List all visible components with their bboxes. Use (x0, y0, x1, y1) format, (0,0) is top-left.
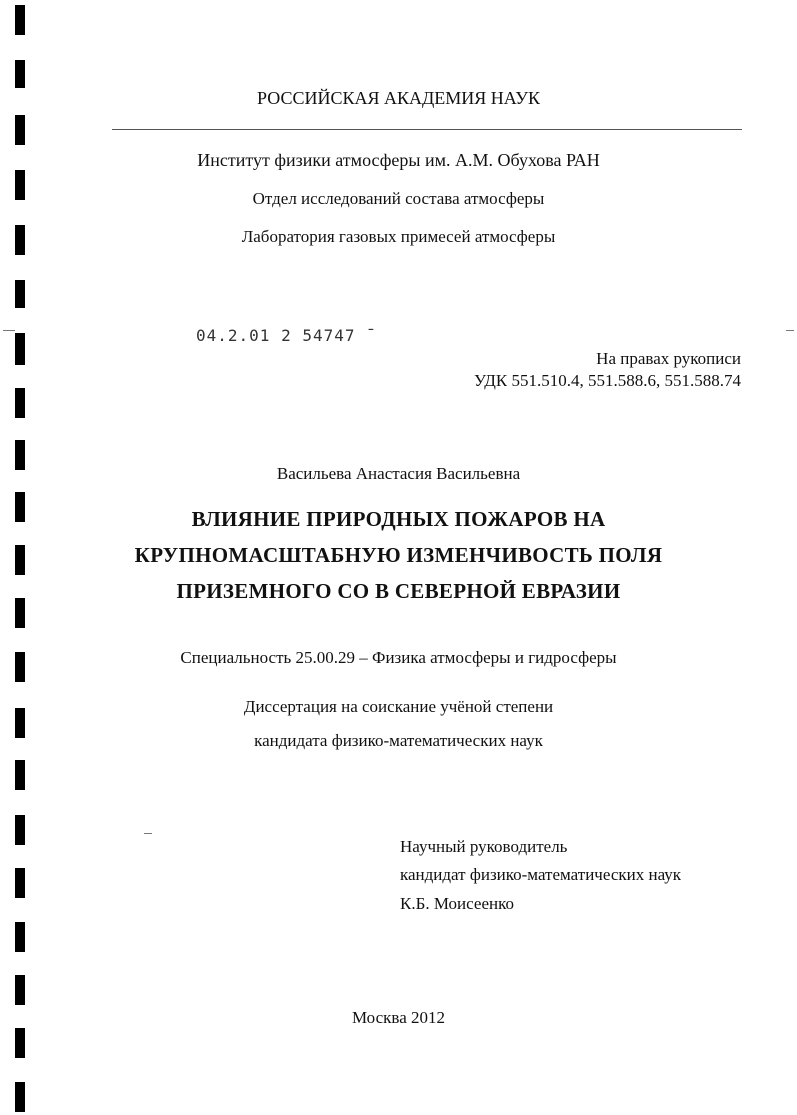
binding-mark (15, 388, 25, 418)
supervisor-role: Научный руководитель (400, 837, 568, 856)
supervisor-degree: кандидат физико-математических наук (400, 865, 682, 884)
department-name: Отдел исследований состава атмосферы (252, 189, 545, 208)
specialty: Специальность 25.00.29 – Физика атмосферы и гидросферы (180, 648, 617, 667)
manuscript-note: На правах рукописи (596, 349, 741, 368)
author-name: Васильева Анастасия Васильевна (276, 464, 521, 483)
organization-name: РОССИЙСКАЯ АКАДЕМИЯ НАУК (257, 88, 540, 108)
binding-mark (15, 1082, 25, 1112)
scan-tick (144, 833, 152, 834)
scan-tick (786, 330, 794, 331)
thesis-title-line: КРУПНОМАСШТАБНУЮ ИЗМЕНЧИВОСТЬ ПОЛЯ (134, 543, 663, 567)
laboratory-name: Лаборатория газовых примесей атмосферы (241, 227, 556, 246)
header-divider (112, 129, 742, 130)
degree-line: кандидата физико-математических наук (254, 731, 543, 750)
binding-mark (15, 760, 25, 790)
degree-line: Диссертация на соискание учёной степени (243, 697, 554, 716)
binding-mark (15, 60, 25, 88)
binding-mark (15, 1028, 25, 1058)
binding-mark (15, 333, 25, 365)
binding-mark (15, 815, 25, 845)
institute-name: Институт физики атмосферы им. А.М. Обухова РАН (197, 150, 600, 170)
city-year: Москва 2012 (351, 1008, 446, 1027)
supervisor-name: К.Б. Моисеенко (400, 894, 514, 913)
thesis-title-line: ПРИЗЕМНОГО СО В СЕВЕРНОЙ ЕВРАЗИИ (176, 579, 621, 603)
binding-mark (15, 115, 25, 145)
scan-tick (3, 330, 15, 331)
thesis-title-line: ВЛИЯНИЕ ПРИРОДНЫХ ПОЖАРОВ НА (191, 507, 606, 531)
binding-mark (15, 868, 25, 898)
registration-stamp: 04.2.01 2 54747 ˉ (196, 326, 377, 345)
binding-mark (15, 280, 25, 308)
udc-code: УДК 551.510.4, 551.588.6, 551.588.74 (473, 371, 741, 390)
binding-mark (15, 975, 25, 1005)
binding-mark (15, 5, 25, 35)
binding-mark (15, 922, 25, 952)
